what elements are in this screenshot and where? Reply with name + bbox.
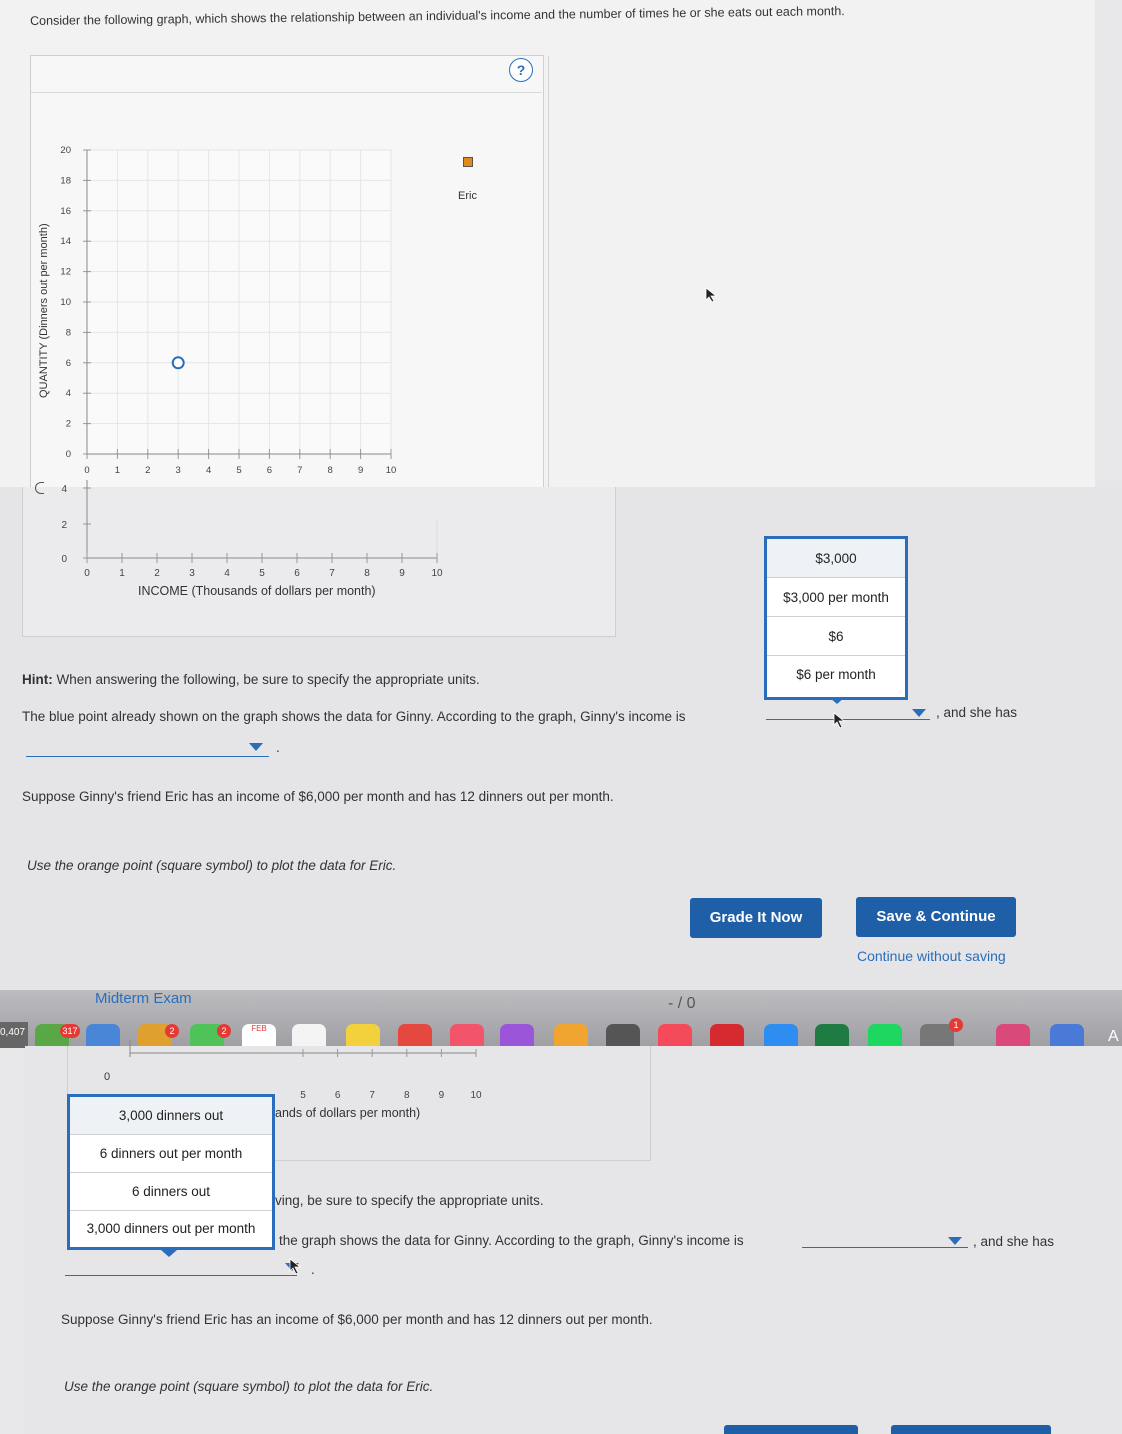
x-tick-label: 2	[145, 465, 151, 476]
x-tick-label: 0	[84, 568, 90, 579]
x-tick-label: 7	[329, 568, 335, 579]
partial-arc	[35, 482, 44, 494]
dinners-answer-line[interactable]	[26, 756, 269, 757]
period: .	[276, 740, 280, 755]
x-tick-label: 3	[189, 568, 195, 579]
y-tick-label: 2	[65, 418, 71, 430]
notification-badge: 317	[60, 1024, 80, 1038]
chevron-down-icon[interactable]	[948, 1237, 962, 1245]
y-tick-label: 2	[61, 520, 67, 531]
income-answer-line[interactable]	[802, 1247, 968, 1248]
period: .	[311, 1262, 315, 1277]
y-tick-label: 0	[65, 449, 71, 460]
x-tick-label: 8	[404, 1090, 410, 1101]
dinners-dropdown-menu[interactable]	[67, 1094, 275, 1250]
income-dinners-chart[interactable]	[0, 0, 560, 490]
x-tick-label: 1	[114, 465, 121, 476]
x-tick-label: 5	[236, 465, 242, 476]
mouse-cursor-icon	[833, 712, 847, 730]
notification-badge: 2	[165, 1024, 179, 1038]
grade-it-now-button[interactable]	[724, 1425, 858, 1434]
mouse-cursor-icon	[289, 1258, 303, 1276]
x-tick-label: 9	[438, 1090, 445, 1101]
grade-it-now-button[interactable]: Grade It Now	[690, 898, 822, 938]
y-tick-label: 0	[61, 554, 67, 565]
x-axis-label-partial: ands of dollars per month)	[275, 1106, 421, 1120]
y-tick-label: 16	[60, 205, 71, 217]
x-tick-label: 10	[385, 465, 397, 476]
y-tick-label: 18	[60, 175, 71, 187]
x-tick-label: 0	[84, 465, 90, 476]
plot-instruction: Use the orange point (square symbol) to plot the data for Eric.	[27, 858, 397, 873]
income-answer-line[interactable]	[766, 719, 930, 720]
hint-text-partial: ving, be sure to specify the appropriate units.	[275, 1193, 544, 1208]
dropdown-option[interactable]: 3,000 dinners out	[70, 1097, 272, 1135]
dropdown-option[interactable]: $3,000	[767, 539, 905, 578]
x-tick-label: 5	[259, 568, 265, 579]
notification-badge: 2	[217, 1024, 231, 1038]
eric-square-icon[interactable]	[463, 157, 473, 167]
dropdown-option[interactable]: 3,000 dinners out per month	[86, 1221, 256, 1236]
x-tick-label: 10	[431, 568, 443, 579]
y-tick-label: 6	[65, 357, 71, 369]
dropdown-pointer	[161, 1250, 177, 1257]
eric-description: Suppose Ginny's friend Eric has an income of $6,000 per month and has 12 dinners out per month.	[22, 789, 614, 804]
x-tick-zero: 0	[104, 1071, 111, 1083]
dropdown-option[interactable]: 6 dinners out	[70, 1173, 272, 1211]
save-continue-button[interactable]	[891, 1425, 1051, 1434]
dropdown-option[interactable]: $6	[767, 617, 905, 656]
y-tick-label: 12	[60, 266, 71, 278]
dropdown-option[interactable]: $6 per month	[796, 667, 876, 682]
x-tick-label: 1	[119, 568, 125, 579]
mouse-cursor-icon	[705, 287, 719, 303]
intro-text: Consider the following graph, which shows the relationship between an individual's income and the number of times he or she eats out each month.	[30, 4, 845, 28]
x-tick-label: 9	[399, 568, 405, 579]
continue-without-saving-link[interactable]: Continue without saving	[857, 948, 1006, 964]
chevron-down-icon[interactable]	[249, 743, 263, 751]
hint-label: Hint:	[22, 672, 53, 687]
edge-letter: A	[1108, 1028, 1119, 1045]
help-icon[interactable]: ?	[509, 58, 533, 82]
x-tick-label: 6	[294, 568, 300, 579]
hint-body: When answering the following, be sure to specify the appropriate units.	[52, 672, 480, 687]
x-tick-label: 7	[369, 1090, 375, 1101]
income-dropdown-menu[interactable]	[764, 536, 908, 700]
x-tick-label: 10	[470, 1090, 482, 1101]
dropdown-pointer	[829, 697, 845, 704]
x-tick-label: 6	[266, 465, 273, 476]
y-tick-label: 8	[65, 327, 71, 339]
score-display: - / 0	[668, 995, 696, 1012]
y-tick-label: 10	[60, 297, 71, 308]
chevron-down-icon[interactable]	[912, 709, 926, 717]
x-tick-label: 7	[297, 465, 303, 476]
save-continue-button[interactable]: Save & Continue	[856, 897, 1016, 937]
x-tick-label: 8	[327, 465, 333, 476]
y-tick-label: 14	[60, 236, 71, 248]
eric-description: Suppose Ginny's friend Eric has an income of $6,000 per month and has 12 dinners out per month.	[61, 1312, 653, 1327]
question-income-partial: the graph shows the data for Ginny. According to the graph, Ginny's income is	[279, 1233, 744, 1248]
question-income: The blue point already shown on the graph shows the data for Ginny. According to the graph, Ginny's income is	[22, 709, 686, 724]
y-axis-label: QUANTITY (Dinners out per month)	[38, 223, 50, 398]
x-tick-label: 8	[364, 568, 370, 579]
eric-palette-label: Eric	[458, 190, 477, 202]
x-tick-label: 9	[357, 465, 364, 476]
dropdown-option[interactable]: 6 dinners out per month	[70, 1135, 272, 1173]
x-tick-label: 2	[154, 568, 160, 579]
and-she-has-text: , and she has	[973, 1234, 1055, 1249]
tab-title[interactable]: Midterm Exam	[95, 990, 192, 1007]
hint-text	[22, 672, 480, 687]
x-tick-label: 4	[205, 465, 212, 476]
and-she-has-text: , and she has	[936, 705, 1018, 720]
y-tick-label: 20	[60, 145, 71, 156]
x-axis-label: INCOME (Thousands of dollars per month)	[138, 584, 376, 598]
notification-badge: 1	[949, 1018, 963, 1032]
plot-instruction: Use the orange point (square symbol) to plot the data for Eric.	[64, 1379, 434, 1394]
x-tick-label: 6	[334, 1090, 341, 1101]
dropdown-option[interactable]: $3,000 per month	[767, 578, 905, 617]
dinners-answer-line[interactable]	[65, 1275, 297, 1276]
calendar-app-icon[interactable]: FEB	[242, 1024, 276, 1050]
ginny-data-point[interactable]	[173, 357, 184, 368]
count-label: 0,407	[0, 1022, 28, 1048]
y-tick-label: 4	[65, 388, 71, 400]
x-tick-label: 5	[300, 1090, 306, 1101]
x-tick-label: 3	[175, 465, 181, 476]
y-tick-label: 4	[61, 484, 67, 495]
x-tick-label: 4	[224, 568, 230, 579]
